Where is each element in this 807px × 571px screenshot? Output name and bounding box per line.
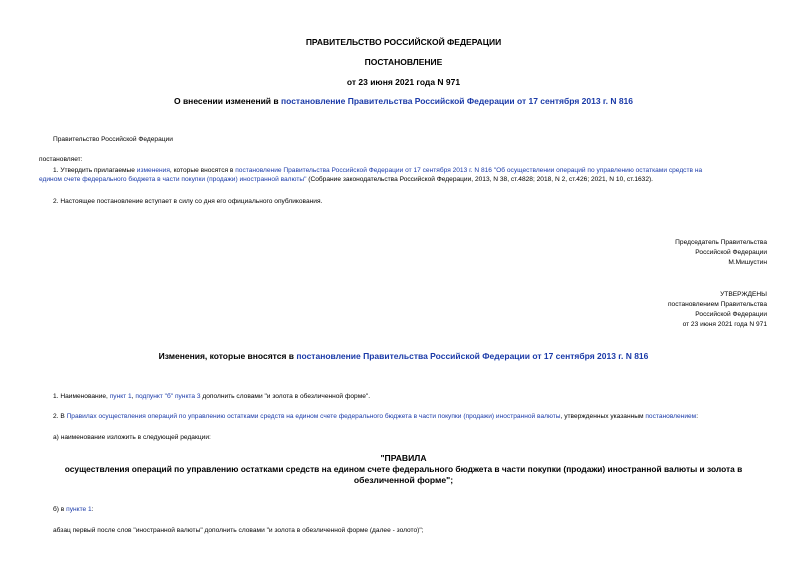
decree-816-link[interactable]: постановление Правительства Российской Федерации от 17 сентября 2013 г. N 816 (235, 167, 492, 174)
changes-title (0, 351, 807, 361)
document-type: ПОСТАНОВЛЕНИЕ (364, 57, 443, 67)
quote-line-3: обезличенной форме"; (353, 475, 454, 485)
approved-line-4: от 23 июня 2021 года N 971 (682, 321, 767, 328)
item-1-text-e: (Собрание законодательства Российской Федерации, 2013, N 38, ст.4828; 2018, N 2, ст.426; 2021, N 10, ст.1632). (306, 176, 654, 183)
government-heading: ПРАВИТЕЛЬСТВО РОССИЙСКОЙ ФЕДЕРАЦИИ (305, 37, 502, 47)
change-4-text-a: б) в (53, 506, 67, 513)
approved-line-3: Российской Федерации (695, 311, 767, 318)
change-1-text-a: 1. Наименование, (53, 393, 110, 400)
approved-line-2: постановлением Правительства (667, 301, 767, 308)
subpoint-b-point-3-link[interactable]: подпункт "б" пункта 3 (135, 393, 201, 400)
decree-link[interactable]: постановлением (645, 413, 697, 420)
item-1-line-1 (53, 166, 773, 175)
change-2-text-c: : (696, 413, 699, 420)
decrees-text: постановляет: (39, 156, 83, 163)
item-1-text-a: 1. Утвердить прилагаемые (53, 167, 137, 174)
change-paragraph-5: абзац первый после слов "иностранной валюты" дополнить словами "и золота в обезличенной форме (далее - золото)"; (53, 527, 424, 534)
changes-title-prefix: Изменения, которые вносятся в (158, 351, 297, 361)
signature-line-2: Российской Федерации (695, 249, 767, 256)
subject-prefix: О внесении изменений в (173, 96, 281, 106)
change-paragraph-1 (53, 392, 370, 401)
signature-name: М.Мишустин (728, 259, 767, 266)
quote-line-1: "ПРАВИЛА (380, 453, 427, 463)
change-4-text-b: : (91, 506, 94, 513)
subject-decree-link[interactable]: постановление Правительства Российской Федерации от 17 сентября 2013 г. N 816 (280, 96, 634, 106)
signature-line-1: Председатель Правительства (675, 239, 767, 246)
change-2-text-b: , утвержденных указанным (560, 413, 646, 420)
change-2-text-a: 2. В (53, 413, 67, 420)
document-subject (0, 96, 807, 106)
change-paragraph-2 (53, 412, 698, 421)
rules-link[interactable]: Правилах осуществления операций по управлению остатками средств на едином счете федерального бюджета в части покупки (продажи) иностранной валюты (66, 413, 561, 420)
point-1-ref-link[interactable]: пункте 1 (66, 506, 92, 513)
item-2: 2. Настоящее постановление вступает в силу со дня его официального опубликования. (53, 198, 323, 205)
decree-816-title-link[interactable]: "Об осуществлении операций по управлению остатками средств на (491, 167, 703, 174)
change-1-text-b: , (131, 393, 136, 400)
item-1-text-b: , которые вносятся в (169, 167, 236, 174)
quote-line-2: осуществления операций по управлению остатками средств на едином счете федерального бюджета в части покупки (продажи) иностранной валюты и золота в (64, 464, 743, 474)
change-paragraph-4 (53, 505, 94, 514)
decree-816-title-link-cont[interactable]: едином счете федерального бюджета в части покупки (продажи) иностранной валюты" (39, 176, 307, 183)
change-paragraph-3: а) наименование изложить в следующей редакции: (53, 434, 211, 441)
document-date-number: от 23 июня 2021 года N 971 (346, 77, 461, 87)
changes-link[interactable]: изменения (136, 167, 170, 174)
changes-title-decree-link[interactable]: постановление Правительства Российской Федерации от 17 сентября 2013 г. N 816 (296, 351, 649, 361)
approved-line-1: УТВЕРЖДЕНЫ (720, 291, 767, 298)
point-1-link[interactable]: пункт 1 (109, 393, 132, 400)
change-1-text-c: дополнить словами "и золота в обезличенной форме". (200, 393, 371, 400)
government-name: Правительство Российской Федерации (53, 136, 173, 143)
item-1-line-2 (39, 175, 774, 184)
